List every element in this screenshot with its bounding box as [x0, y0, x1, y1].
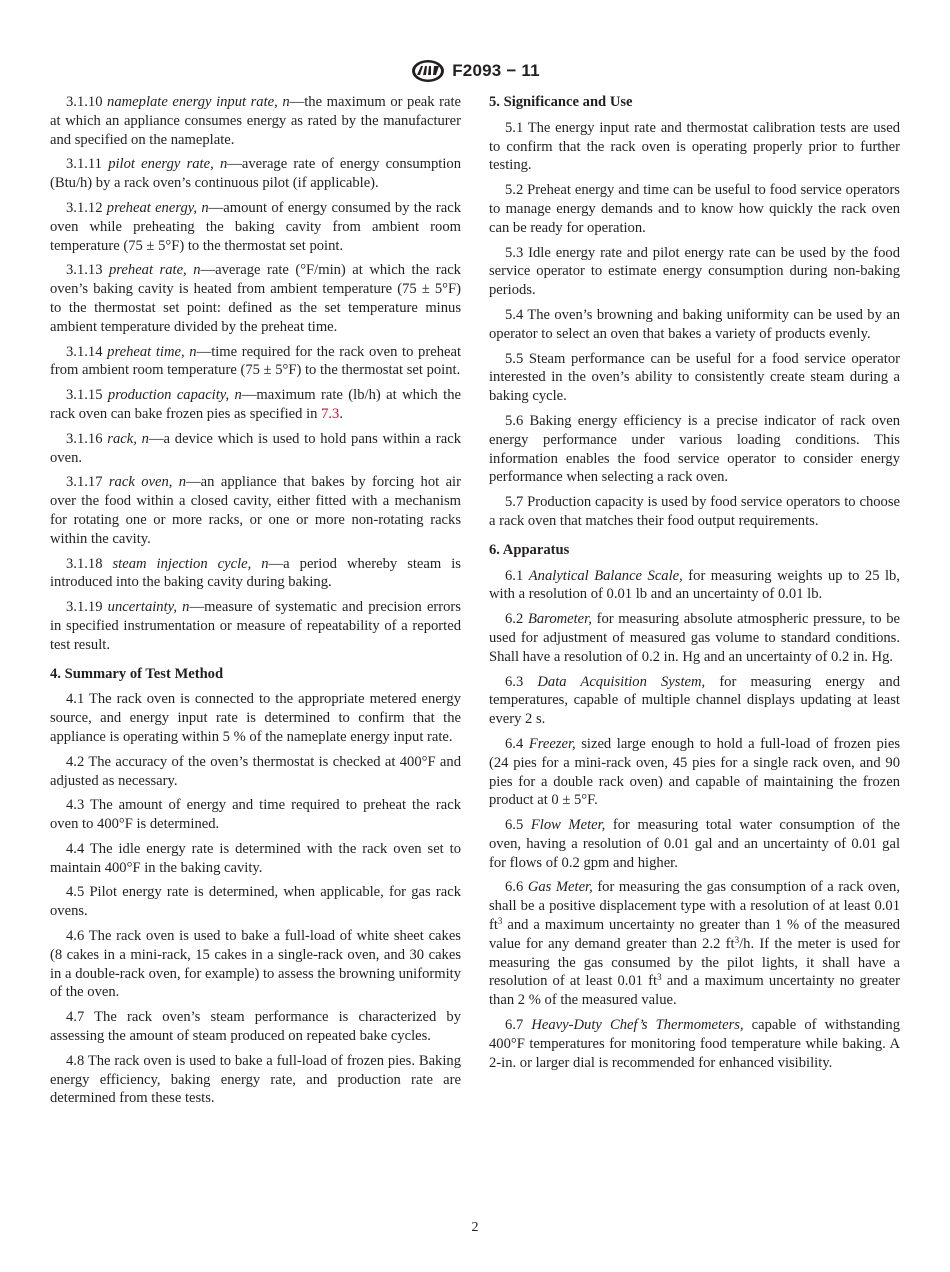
paragraph-5-4: 5.4 The oven’s browning and baking uniformity can be used by an operator to select an oven that bakes a variety of products evenly. [489, 306, 900, 342]
paragraph-5-7: 5.7 Production capacity is used by food service operators to choose a rack oven that matches their food output requirements. [489, 494, 900, 529]
definition-3-1-15: 3.1.15 production capacity, n—maximum rate (lb/h) at which the rack oven can bake frozen pies as specified in 7.3. [50, 387, 461, 422]
paragraph-4-4: 4.4 The idle energy rate is determined with the rack oven set to maintain 400°F in the baking cavity. [50, 840, 461, 876]
astm-logo-icon [410, 58, 446, 84]
paragraph-6-5: 6.5 Flow Meter, for measuring total water consumption of the oven, having a resolution of 0.01 gal and an uncertainty of 0.01 gal for flows of 0.2 gpm and higher. [489, 817, 900, 871]
section-heading-5: 5. Significance and Use [489, 94, 633, 110]
paragraph-6-2: 6.2 Barometer, for measuring absolute atmospheric pressure, to be used for adjustment of measured gas volume to standard conditions. Shall have a resolution of 0.2 in. Hg and an uncertainty of 0.2 in. Hg. [489, 611, 900, 665]
paragraph-4-1: 4.1 The rack oven is connected to the appropriate metered energy source, and energy input rate is determined to confirm that the appliance is operating within 5 % of the nameplate energy input rate. [50, 691, 461, 745]
left-column [50, 93, 461, 1114]
page-header [0, 56, 950, 86]
section-heading-4: 4. Summary of Test Method [50, 665, 224, 682]
definition-3-1-11: 3.1.11 pilot energy rate, n—average rate of energy consumption (Btu/h) by a rack oven’s continuous pilot (if applicable). [50, 156, 461, 192]
definition-3-1-19: 3.1.19 uncertainty, n—measure of systematic and precision errors in specified instrumentation or measure of repeatability of a reported test result. [50, 599, 461, 653]
paragraph-6-6: 6.6 Gas Meter, for measuring the gas consumption of a rack oven, shall be a positive displacement type with a resolution of at least 0.01 $ft^3$ and a maximum uncertainty no greater than 1 % of the measured value for any demand greater than 2.2 $ft^3/h$. If the meter is used for measuring the gas consumed by the pilot lights, it shall have a resolution of at least 0.01 $ft^3$ and a maximum uncertainty no greater than 2 % of the measured value. [489, 879, 900, 1009]
definition-3-1-16: 3.1.16 rack, n—a device which is used to hold pans within a rack oven. [50, 430, 462, 466]
definition-3-1-17: 3.1.17 rack oven, n—an appliance that bakes by forcing hot air over the food within a closed cavity, either fitted with a mechanism for rotating one or more racks, or one or more non-rotating racks within the cavity. [50, 474, 461, 547]
paragraph-4-7: 4.7 The rack oven’s steam performance is characterized by assessing the amount of steam produced on repeated bake cycles. [50, 1009, 461, 1045]
paragraph-5-3: 5.3 Idle energy rate and pilot energy rate can be used by the food service operator to estimate energy consumption during non-baking periods. [489, 244, 900, 299]
section-heading-6: 6. Apparatus [489, 541, 570, 558]
definition-3-1-10: 3.1.10 nameplate energy input rate, n—the maximum or peak rate at which an appliance consumes energy as rated by the manufacturer and specified on the nameplate. [50, 94, 461, 148]
paragraph-4-2: 4.2 The accuracy of the oven’s thermostat is checked at 400°F and adjusted as necessary. [50, 753, 461, 789]
paragraph-4-6: 4.6 The rack oven is used to bake a full-load of white sheet cakes (8 cakes in a mini-rack, 15 cakes in a single-rack oven, and 30 cakes in a double-rack oven, for example) to assess the browning uniformity of the oven. [50, 928, 461, 1001]
paragraph-5-2: 5.2 Preheat energy and time can be useful to food service operators to manage energy demands and to know how quickly the rack oven can be ready for operation. [489, 182, 900, 236]
document-designation: F2093 − 11 [452, 61, 540, 80]
paragraph-5-1: 5.1 The energy input rate and thermostat calibration tests are used to confirm that the rack oven is operating properly prior to further testing. [489, 119, 900, 174]
paragraph-5-6: 5.6 Baking energy efficiency is a precise indicator of rack oven energy performance under various loading conditions. This information enables the food service operator to consider energy performance when selecting a rack oven. [489, 412, 900, 486]
paragraph-4-8: 4.8 The rack oven is used to bake a full-load of frozen pies. Baking energy efficiency, baking energy rate, and production rate are determined from these tests. [50, 1052, 461, 1107]
definition-3-1-18: 3.1.18 steam injection cycle, n—a period whereby steam is introduced into the baking cavity during baking. [50, 555, 461, 591]
paragraph-6-1: 6.1 Analytical Balance Scale, for measuring weights up to 25 lb, with a resolution of 0.01 lb and an uncertainty of 0.01 lb. [489, 567, 900, 603]
definition-3-1-13: 3.1.13 preheat rate, n—average rate (°F/min) at which the rack oven’s baking cavity is heated from ambient temperature (75 ± 5°F) to the thermostat set point: defined as the set temperature minus ambient temperature divided by the preheat time. [50, 262, 461, 335]
right-column [489, 93, 900, 1078]
paragraph-6-4: 6.4 Freezer, sized large enough to hold a full-load of frozen pies (24 pies for a mini-rack oven, 45 pies for a single rack oven, and 90 pies for a double rack oven) and capable of maintaining the frozen product at 0 ± 5°F. [489, 735, 901, 809]
paragraph-6-3: 6.3 Data Acquisition System, for measuring energy and temperatures, capable of multiple channel displays updating at least every 2 s. [489, 673, 901, 728]
paragraph-4-5: 4.5 Pilot energy rate is determined, when applicable, for gas rack ovens. [50, 884, 461, 920]
page-number: 2 [471, 1220, 479, 1235]
section-link-7-3[interactable]: 7.3 [321, 405, 340, 422]
paragraph-5-5: 5.5 Steam performance can be useful for a food service operator interested in the oven’s ability to consistently create steam during a baking cycle. [489, 350, 900, 405]
paragraph-6-7: 6.7 Heavy-Duty Chef’s Thermometers, capable of withstanding 400°F temperatures for monitoring food temperature while baking. A 2-in. or larger dial is recommended for enhanced visibility. [489, 1017, 900, 1071]
paragraph-4-3: 4.3 The amount of energy and time required to preheat the rack oven to 400°F is determined. [50, 797, 461, 833]
definition-3-1-14: 3.1.14 preheat time, n—time required for the rack oven to preheat from ambient room temperature (75 ± 5°F) to the thermostat set point. [50, 343, 461, 379]
definition-3-1-12: 3.1.12 preheat energy, n—amount of energy consumed by the rack oven while preheating the baking cavity from ambient room temperature (75 ± 5°F) to the thermostat set point. [50, 199, 461, 254]
